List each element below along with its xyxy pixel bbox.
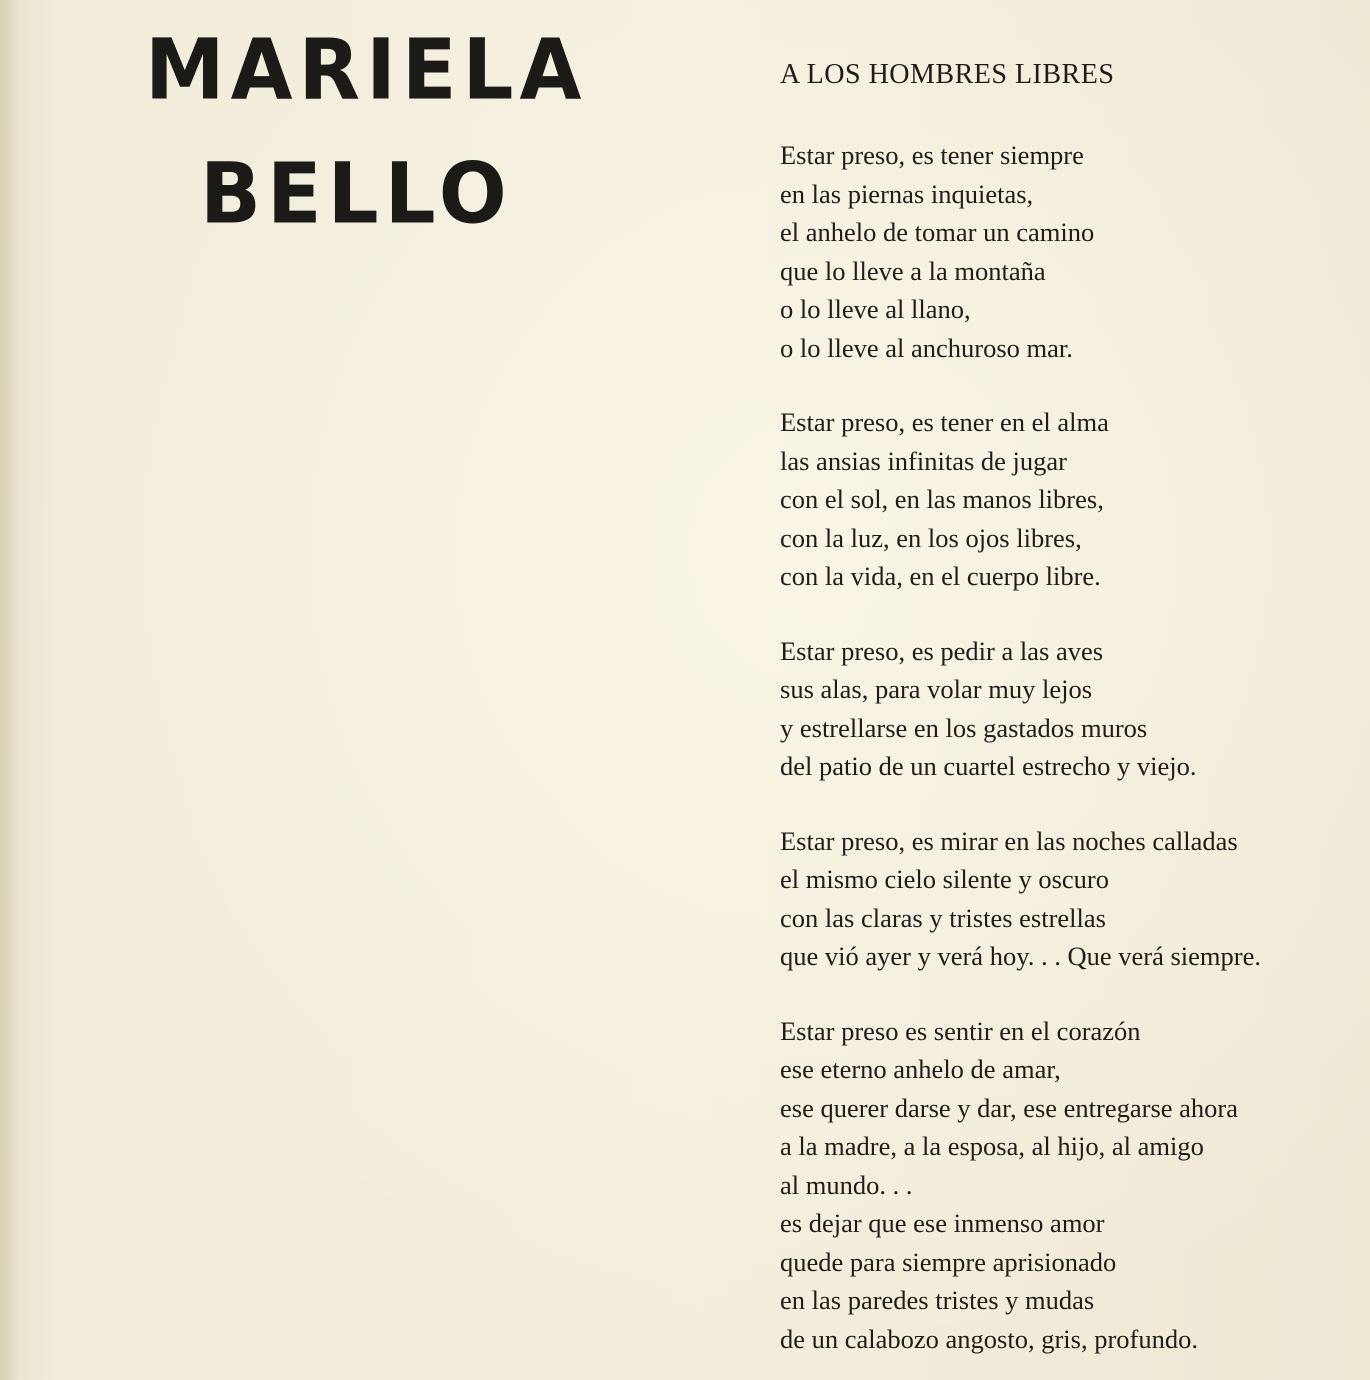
- stanza-2: [780, 403, 1370, 596]
- poem-line: o lo lleve al anchuroso mar.: [780, 332, 1073, 363]
- poem-line: Estar preso es sentir en el corazón: [780, 1015, 1141, 1046]
- poem-line: con las claras y tristes estrellas: [780, 902, 1106, 933]
- poem-line: con el sol, en las manos libres,: [780, 484, 1104, 514]
- poem: [780, 58, 1370, 1380]
- stanza-5: [780, 1012, 1370, 1359]
- stanza-1: [780, 136, 1370, 367]
- poem-line: sus alas, para volar muy lejos: [780, 674, 1093, 704]
- poem-line: Estar preso, es tener siempre: [780, 140, 1084, 170]
- poem-line: ese eterno anhelo de amar,: [780, 1054, 1061, 1084]
- stanza-3: [780, 632, 1370, 786]
- poem-line: Estar preso, es pedir a las aves: [780, 635, 1104, 666]
- poem-line: o lo lleve al llano,: [780, 294, 971, 324]
- poem-line: el mismo cielo silente y oscuro: [780, 864, 1109, 894]
- poem-line: con la vida, en el cuerpo libre.: [780, 561, 1101, 591]
- poem-line: las ansias infinitas de jugar: [780, 445, 1068, 476]
- poem-line: de un calabozo angosto, gris, profundo.: [780, 1323, 1199, 1354]
- author-last-name: BELLO: [200, 144, 513, 243]
- poem-line: es dejar que ese inmenso amor: [780, 1208, 1105, 1238]
- poem-line: en las piernas inquietas,: [780, 178, 1034, 209]
- page-crease: [0, 0, 18, 1380]
- poem-line: quede para siempre aprisionado: [780, 1246, 1117, 1277]
- author-first-name: MARIELA: [145, 20, 588, 119]
- poem-line: Estar preso, es tener en el alma: [780, 407, 1109, 437]
- poem-line: y estrellarse en los gastados muros: [780, 712, 1148, 743]
- poem-line: ese querer darse y dar, ese entregarse ahora: [780, 1092, 1239, 1123]
- poem-line: al mundo. . .: [780, 1169, 913, 1200]
- poem-line: en las paredes tristes y mudas: [780, 1285, 1095, 1315]
- poem-line: el anhelo de tomar un camino: [780, 217, 1095, 247]
- poem-line: que lo lleve a la montaña: [780, 255, 1046, 286]
- poem-line: Estar preso, es mirar en las noches calladas: [780, 825, 1238, 856]
- poem-title: A LOS HOMBRES LIBRES: [780, 59, 1115, 90]
- poem-line: del patio de un cuartel estrecho y viejo.: [780, 751, 1197, 781]
- stanza-4: [780, 822, 1370, 976]
- poem-line: a la madre, a la esposa, al hijo, al amigo: [780, 1131, 1204, 1161]
- poem-line: con la luz, en los ojos libres,: [780, 522, 1082, 553]
- poem-line: que vió ayer y verá hoy. . . Que verá siempre.: [780, 941, 1261, 971]
